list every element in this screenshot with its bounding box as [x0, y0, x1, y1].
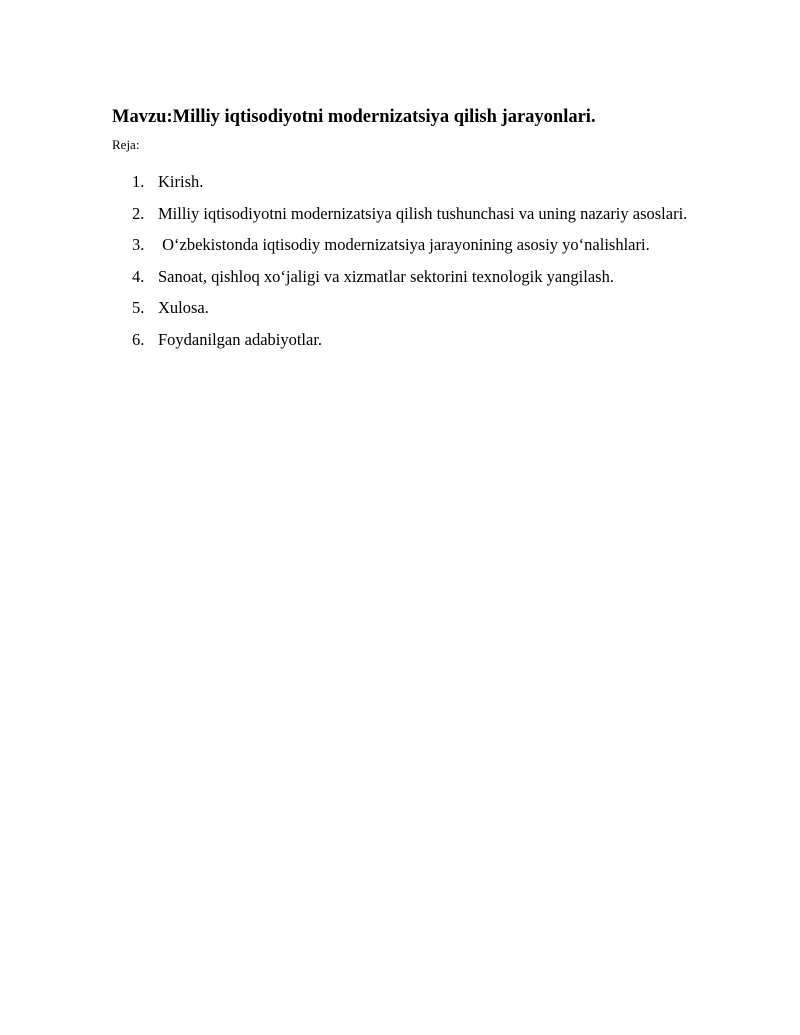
plan-item-1	[112, 166, 744, 198]
plan-item-4	[112, 261, 744, 293]
plan-item-text: Kirish.	[158, 172, 204, 191]
plan-item-number: 5.	[132, 298, 145, 317]
plan-item-text: O‘zbekistonda iqtisodiy modernizatsiya jarayonining asosiy yo‘nalishlari.	[158, 235, 650, 254]
plan-item-text: Sanoat, qishloq xo‘jaligi va xizmatlar sektorini texnologik yangilash.	[158, 266, 614, 286]
plan-item-number: 3.	[132, 235, 145, 254]
plan-item-number: 2.	[132, 203, 145, 223]
plan-item-3	[112, 229, 744, 261]
plan-item-text: Xulosa.	[158, 298, 209, 317]
plan-item-2	[112, 198, 744, 230]
plan-item-text: Foydanilgan adabiyotlar.	[158, 329, 323, 349]
document-title: Mavzu:Milliy iqtisodiyotni modernizatsiya qilish jarayonlari.	[112, 107, 596, 127]
plan-item-number: 6.	[132, 329, 145, 349]
plan-heading: Reja:	[112, 137, 140, 152]
plan-item-number: 1.	[132, 172, 145, 191]
plan-list	[112, 166, 744, 355]
document-body	[112, 104, 744, 355]
plan-item-number: 4.	[132, 266, 145, 286]
plan-item-6	[112, 324, 744, 356]
plan-item-5	[112, 292, 744, 324]
plan-item-text: Milliy iqtisodiyotni modernizatsiya qilish tushunchasi va uning nazariy asoslari.	[158, 203, 688, 223]
